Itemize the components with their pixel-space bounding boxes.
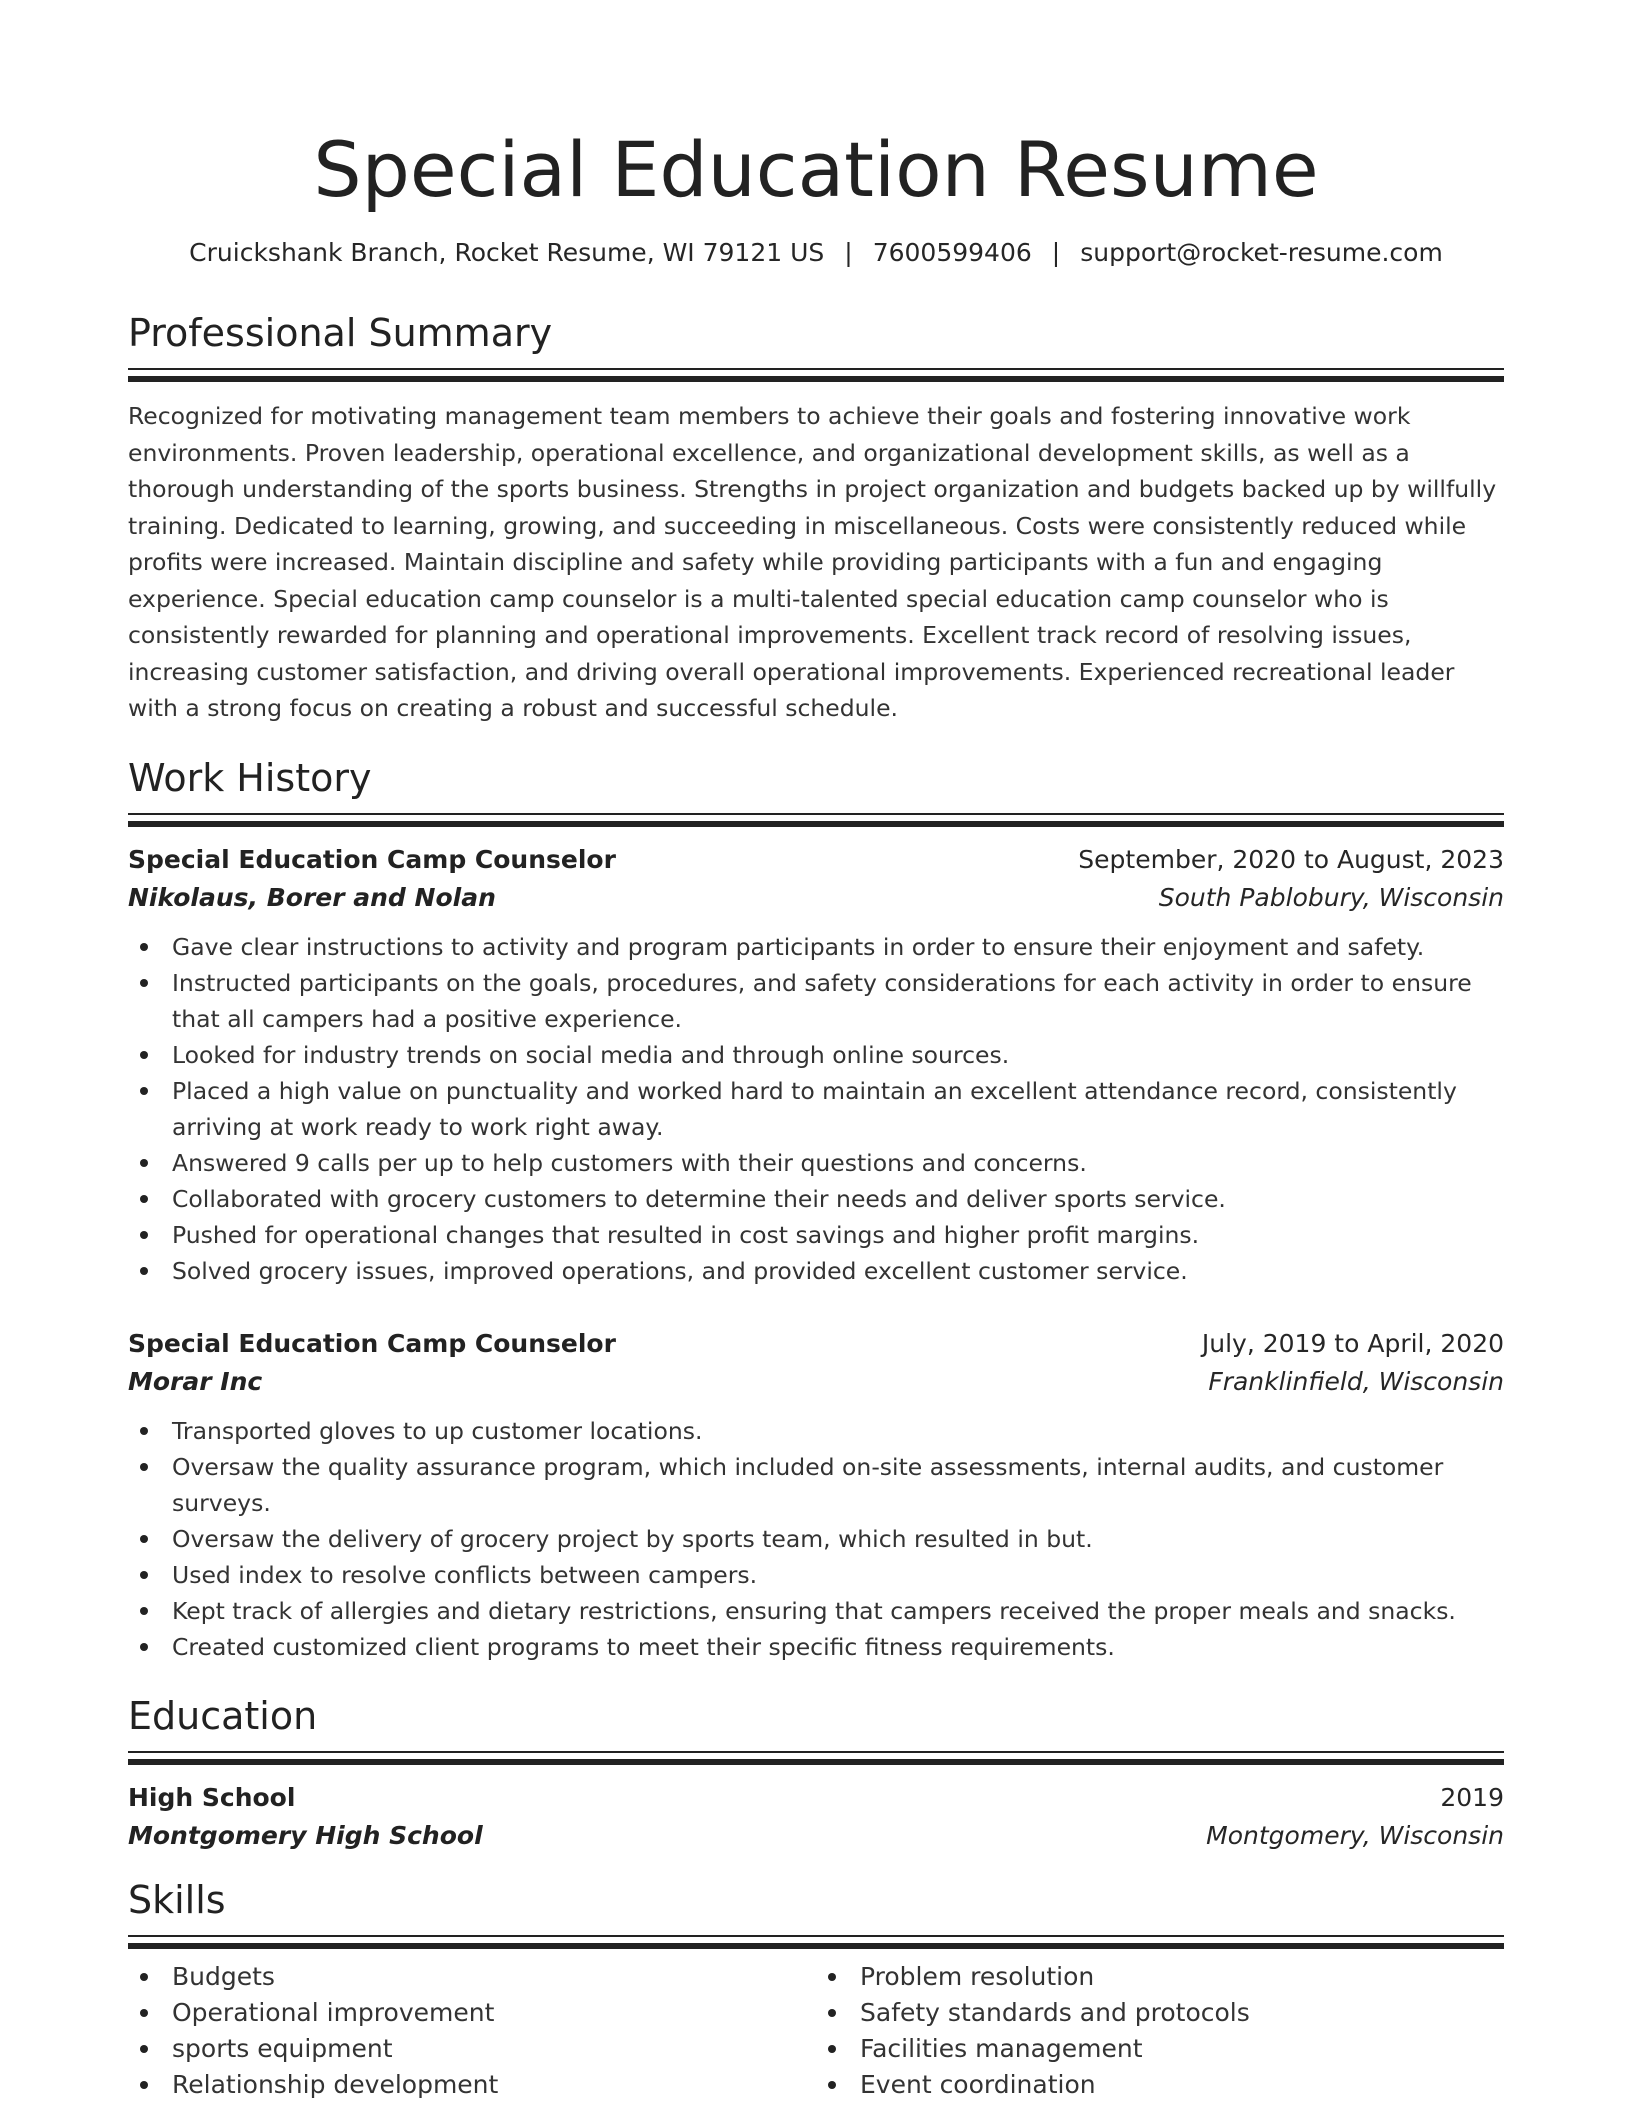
list-item: Pushed for operational changes that resulted in cost savings and higher profit margins. bbox=[128, 1217, 1504, 1253]
list-item: Gave clear instructions to activity and program participants in order to ensure their enjoyment and safety. bbox=[128, 929, 1504, 965]
list-item: Created customized client programs to meet their specific fitness requirements. bbox=[128, 1629, 1504, 1665]
skill-item: Problem resolution bbox=[816, 1959, 1504, 1995]
skill-item: Relationship development bbox=[128, 2067, 816, 2103]
skills-grid bbox=[128, 1959, 1504, 2103]
job-title: Special Education Camp Counselor bbox=[128, 844, 616, 874]
skill-item: sports equipment bbox=[128, 2031, 816, 2067]
education-section bbox=[128, 1691, 1504, 1855]
section-divider-thick bbox=[128, 1943, 1504, 1949]
list-item: Oversaw the quality assurance program, which included on-site assessments, internal audits, and customer surveys. bbox=[128, 1449, 1504, 1521]
skills-column-left bbox=[128, 1959, 816, 2103]
list-item: Transported gloves to up customer locations. bbox=[128, 1413, 1504, 1449]
work-history-section bbox=[128, 753, 1504, 1665]
summary-heading: Professional Summary bbox=[128, 311, 553, 355]
skills-list bbox=[128, 1959, 816, 2103]
skills-list bbox=[816, 1959, 1504, 2103]
list-item: Placed a high value on punctuality and worked hard to maintain an excellent attendance record, consistently arriving at work ready to work right away. bbox=[128, 1073, 1504, 1145]
list-item: Kept track of allergies and dietary restrictions, ensuring that campers received the proper meals and snacks. bbox=[128, 1593, 1504, 1629]
contact-email: support@rocket-resume.com bbox=[1080, 238, 1443, 267]
skill-item: Safety standards and protocols bbox=[816, 1995, 1504, 2031]
contact-line bbox=[128, 236, 1504, 270]
skill-item: Facilities management bbox=[816, 2031, 1504, 2067]
job-dates: September, 2020 to August, 2023 bbox=[1078, 844, 1504, 874]
education-heading: Education bbox=[128, 1693, 318, 1738]
contact-separator: | bbox=[1051, 238, 1061, 267]
list-item: Answered 9 calls per up to help customers with their questions and concerns. bbox=[128, 1145, 1504, 1181]
list-item: Looked for industry trends on social media and through online sources. bbox=[128, 1037, 1504, 1073]
job-employer: Morar Inc bbox=[128, 1366, 263, 1396]
list-item: Collaborated with grocery customers to determine their needs and deliver sports service. bbox=[128, 1181, 1504, 1217]
summary-section bbox=[128, 308, 1504, 727]
contact-separator: | bbox=[844, 238, 853, 267]
section-divider-thin bbox=[128, 368, 1504, 370]
education-entry bbox=[128, 1779, 1504, 1855]
job-header-row bbox=[128, 1325, 1504, 1363]
skills-heading: Skills bbox=[128, 1877, 226, 1922]
job-entry bbox=[128, 841, 1504, 1289]
section-divider-thin bbox=[128, 1751, 1504, 1753]
resume-title: Special Education Resume bbox=[313, 125, 1319, 214]
skill-item: Operational improvement bbox=[128, 1995, 816, 2031]
education-year: 2019 bbox=[1440, 1782, 1504, 1812]
list-item: Oversaw the delivery of grocery project by sports team, which resulted in but. bbox=[128, 1521, 1504, 1557]
job-entry bbox=[128, 1325, 1504, 1665]
job-header-row bbox=[128, 841, 1504, 879]
section-divider-thin bbox=[128, 813, 1504, 815]
contact-phone: 7600599406 bbox=[872, 238, 1032, 267]
education-school: Montgomery High School bbox=[128, 1820, 483, 1850]
work-history-heading: Work History bbox=[128, 755, 372, 800]
education-header-row bbox=[128, 1779, 1504, 1817]
skill-item: Event coordination bbox=[816, 2067, 1504, 2103]
contact-address: Cruickshank Branch, Rocket Resume, WI 79121 US bbox=[189, 238, 825, 267]
job-location: Franklinfield, Wisconsin bbox=[1208, 1366, 1504, 1396]
list-item: Instructed participants on the goals, procedures, and safety considerations for each activity in order to ensure that all campers had a positive experience. bbox=[128, 965, 1504, 1037]
list-item: Solved grocery issues, improved operations, and provided excellent customer service. bbox=[128, 1253, 1504, 1289]
job-bullets bbox=[128, 1413, 1504, 1665]
job-location: South Pablobury, Wisconsin bbox=[1158, 882, 1504, 912]
job-dates: July, 2019 to April, 2020 bbox=[1201, 1328, 1504, 1358]
job-title: Special Education Camp Counselor bbox=[128, 1328, 616, 1358]
education-school-row bbox=[128, 1817, 1504, 1855]
job-employer: Nikolaus, Borer and Nolan bbox=[128, 882, 496, 912]
section-divider-thin bbox=[128, 1935, 1504, 1937]
education-location: Montgomery, Wisconsin bbox=[1206, 1820, 1504, 1850]
list-item: Used index to resolve conflicts between campers. bbox=[128, 1557, 1504, 1593]
job-bullets bbox=[128, 929, 1504, 1289]
skills-section bbox=[128, 1875, 1504, 2103]
section-divider-thick bbox=[128, 1759, 1504, 1765]
education-degree: High School bbox=[128, 1782, 296, 1812]
skill-item: Budgets bbox=[128, 1959, 816, 1995]
summary-text: Recognized for motivating management team members to achieve their goals and fostering innovative work environments. Proven leadership, operational excellence, and organizational development skills, as well as a thorough understanding of the sports business. Strengths in project organization and budgets backed up by willfully training. Dedicated to learning, growing, and succeeding in miscellaneous. Costs were consistently reduced while profits were increased. Maintain discipline and safety while providing participants with a fun and engaging experience. Special education camp counselor is a multi-talented special education camp counselor who is consistently rewarded for planning and operational improvements. Excellent track record of resolving issues, increasing customer satisfaction, and driving overall operational improvements. Experienced recreational leader with a strong focus on creating a robust and successful schedule. bbox=[128, 402, 1497, 722]
job-employer-row bbox=[128, 879, 1504, 917]
skills-column-right bbox=[816, 1959, 1504, 2103]
job-employer-row bbox=[128, 1363, 1504, 1401]
section-divider-thick bbox=[128, 821, 1504, 827]
section-divider-thick bbox=[128, 376, 1504, 382]
